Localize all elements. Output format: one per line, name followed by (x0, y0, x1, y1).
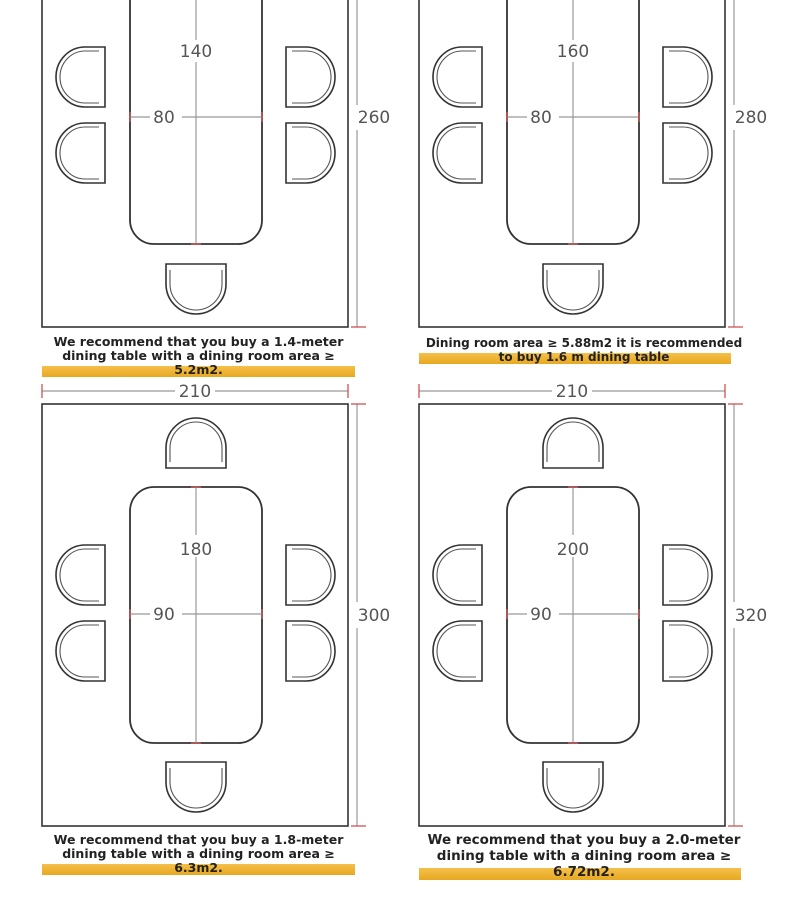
chair-icon (286, 123, 335, 183)
recommendation-caption: We recommend that you buy a 2.0-meter dining table with a dining room area ≥ 6.72m2. (419, 832, 749, 880)
chair-icon (56, 545, 105, 605)
chair-icon (543, 418, 603, 468)
table-width-label: 90 (530, 605, 552, 625)
room-width-label: 210 (178, 382, 212, 402)
chair-icon (433, 123, 482, 183)
recommendation-caption: Dining room area ≥ 5.88m2 it is recommended to buy 1.6 m dining table (419, 336, 749, 364)
chair-icon (663, 545, 712, 605)
room-length-label: 260 (357, 108, 391, 128)
chair-icon (543, 264, 603, 314)
table-length-label: 200 (556, 540, 590, 560)
chair-icon (663, 47, 712, 107)
chair-icon (663, 123, 712, 183)
chair-icon (166, 264, 226, 314)
table-width-label: 80 (530, 108, 552, 128)
table-length-label: 160 (556, 42, 590, 62)
chair-icon (56, 123, 105, 183)
room-length-label: 320 (734, 606, 768, 626)
table-width-label: 80 (153, 108, 175, 128)
table-length-label: 180 (179, 540, 213, 560)
chair-icon (433, 545, 482, 605)
floorplan-drawing (377, 380, 772, 880)
chair-icon (286, 47, 335, 107)
table-width-label: 90 (153, 605, 175, 625)
room-length-label: 300 (357, 606, 391, 626)
room-length-label: 280 (734, 108, 768, 128)
room-width-label: 210 (555, 382, 589, 402)
floorplan-drawing (0, 380, 395, 880)
chair-icon (286, 621, 335, 681)
chair-icon (166, 418, 226, 468)
chair-icon (56, 621, 105, 681)
chair-icon (433, 621, 482, 681)
chair-icon (543, 762, 603, 812)
chair-icon (663, 621, 712, 681)
chair-icon (56, 47, 105, 107)
floorplan-1-8m (0, 380, 395, 875)
recommendation-caption: We recommend that you buy a 1.4-meter dining table with a dining room area ≥ 5.2m2. (42, 335, 355, 377)
chair-icon (433, 47, 482, 107)
floorplan-2-0m (377, 380, 772, 880)
chair-icon (286, 545, 335, 605)
chair-icon (166, 762, 226, 812)
table-length-label: 140 (179, 42, 213, 62)
recommendation-caption: We recommend that you buy a 1.8-meter dining table with a dining room area ≥ 6.3m2. (42, 833, 355, 875)
